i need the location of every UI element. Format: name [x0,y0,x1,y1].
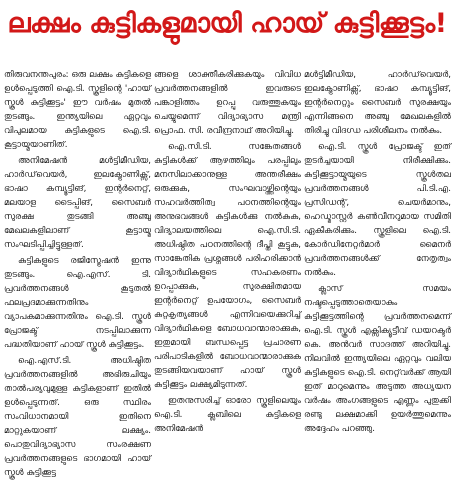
column-2-paragraph-3: ഇതനുസരിച്ച് ഓരോ സ്കൂളിലെയും ഐ.ടി. ക്ലബിലെ കുട്ടികളെ അനിമേഷൻ [154,396,301,434]
column-1-paragraph-1: തിരുവനന്തപുരം: ഒരു ലക്ഷം കുട്ടികളെ ഉൾപ്പെടുത്തി ഐ.ടി. സ്കൂളിന്റെ 'ഹായ് സ്കൂൾ കുട്ടിക്കൂട്ടം' ഈ വർഷം മുതൽ തുടങ്ങും. ഇന്ത്യയിലെ ഏറ്റവും വിപുലമായ കുട്ടികളുടെ ഐ.ടി. കൂട്ടായ്മയാണിത്. [4,70,151,150]
column-3-paragraph-1: മൾട്ടിമീഡിയ, ഹാർഡ്‌വെയർ, ഇലക്ട്രോണിക്സ്, ഭാഷാ കമ്പ്യൂട്ടിങ്, ഇന്റർനെറ്റും സൈബർ സുരക്ഷയും എന്നിങ്ങനെ അഞ്ചു മേഖലകളിൽ തിരിച്ചു വിദഗ്ധ പരിശീലനം നൽകും. [304,70,451,136]
article-column-2 [154,68,301,482]
column-3-paragraph-3: ക്ലാസ് സമയം നഷ്ടപ്പെടുത്താതെയാകും കുട്ടിക്കൂട്ടത്തിന്റെ പ്രവർത്തനമെന്ന് ഐ.ടി. സ്കൂൾ എക്സിക്യൂട്ടീവ് ഡയറക്ടർ കെ. അൻവർ സാദത്ത് അറിയിച്ചു. നിലവിൽ ഇന്ത്യയിലെ ഏറ്റവും വലിയ കുട്ടികളുടെ ഐ.ടി. നെറ്റ്‌വർക്ക് ആയി ഇത് മാറുമെന്നും അടുത്ത അധ്യയന വർഷം അംഗങ്ങളുടെ എണ്ണം പുതുക്കി രണ്ടു ലക്ഷമാക്കി ഉയർത്തുമെന്നും അദ്ദേഹം പറഞ്ഞു. [304,284,451,434]
column-1-paragraph-3: കുട്ടികളുടെ രജിസ്ട്രേഷൻ ഇന്നു തുടങ്ങും. ഐ.എസ്. ടി. പ്രവർത്തനങ്ങൾ കൂടുതൽ ഫലപ്രദമാക്കുന്നതിനും വ്യാപകമാക്കുന്നതിനും ഐ.ടി. സ്കൂൾ പ്രോജക്ട് നടപ്പിലാക്കുന്ന പദ്ധതിയാണ് ഹായ് സ്കൂൾ കുട്ടിക്കൂട്ടം. [4,256,151,350]
page-headline: ലക്ഷം കുട്ടികളുമായി ഹായ് കുട്ടിക്കൂട്ടം! [7,8,447,39]
column-2-paragraph-2: ഐ.സി.ടി. സങ്കേതങ്ങൾ കുട്ടികൾക്ക് ആഴത്തിലും പരപ്പിലും മനസിലാക്കാനുള്ള അന്തരീക്ഷം ഒരുക്കുക, സംഘവാഴ്ത്തിന്റെയും സഹവർത്തിത്വ പഠനത്തിന്റെയും അനുഭവങ്ങൾ കുട്ടികൾക്കു നൽകുക, വിദ്യാലയത്തിലെ ഐ.സി.ടി. അധിഷ്ഠിത പഠനത്തിന്റെ ദീപ്തി കൂട്ടുക, സാങ്കേതിക പ്രശ്നങ്ങൾ പരിഹരിക്കാൻ വിദ്യാർഥികളുടെ സഹകരണം ഉറപ്പാക്കുക, സുരക്ഷിതമായ ഇന്റർനെറ്റ് ഉപയോഗം, സൈബർ കുറ്റകൃത്യങ്ങൾ എന്നിവയെക്കുറിച്ച് വിദ്യാർഥികളെ ബോധവാന്മാരാക്കുക, ഇതുമായി ബന്ധപ്പെട്ട പ്രചാരണ പരിപാടികളിൽ ബോധവാന്മാരാക്കുക തുടങ്ങിയവയാണ് ഹായ് സ്കൂൾ കുട്ടിക്കൂട്ടം ലക്ഷ്യമിടുന്നത്. [154,142,301,390]
column-2-paragraph-1: ങ്ങളെ ശാക്തീകരിക്കുകയും വിവിധ പ്രവർത്തനങ്ങളിൽ ഇവരുടെ പങ്കാളിത്തം ഉറപ്പു വരുത്തുകയും ചെയ്യുമെന്ന് വിദ്യാഭ്യാസ മന്ത്രി പ്രൊഫ. സി. രവീന്ദ്രനാഥ് അറിയിച്ചു. [154,70,301,136]
article-column-3 [304,68,451,482]
article-body [4,68,451,478]
column-1-paragraph-4: ഐ.എസ്.ടി. അധിഷ്ഠിത പ്രവർത്തനങ്ങളിൽ അഭിരുചിയും താൽപര്യവുമുള്ള കുട്ടികളാണ് ഇതിൽ ഉൾപ്പെടുന്നത്. ഒരു സ്ഥിരം സംവിധാനമായി ഇതിനെ മാറ്റുകയാണ് ലക്ഷ്യം. പൊതുവിദ്യാഭ്യാസ സംരക്ഷണ പ്രവർത്തനങ്ങളുടെ ഭാഗമായി ഹായ് സ്കൂൾ കുട്ടിക്കൂട്ട [4,356,151,478]
column-1-paragraph-2: അനിമേഷൻ മൾട്ടിമീഡിയ, ഹാർഡ്‌വെയർ, ഇലക്ട്രോണിക്സ്, ഭാഷാ കമ്പ്യൂട്ടിങ്, ഇന്റർനെറ്റ്, മലയാള ടൈപ്പിങ്, സൈബർ സുരക്ഷ തുടങ്ങി അഞ്ചു മേഖലകളിലാണ് കൂട്ടായ്മ സംഘടിപ്പിച്ചിട്ടുള്ളത്. [4,156,151,250]
article-column-1 [4,68,151,482]
column-3-paragraph-2: ഐ.ടി. സ്കൂൾ പ്രോജക്ട് ഇത് തുടർച്ചയായി നിരീക്ഷിക്കും. കുട്ടിക്കൂട്ടായ്മയുടെ സ്കൂൾതല പ്രവർത്തനങ്ങൾ പി.ടി.എ. പ്രസിഡന്റ്, ചെയർമാനും, ഹെഡ്മാസ്റ്റർ കൺവീനറുമായ സമിതി ഏകീകരിക്കും. സ്കൂളിലെ ഐ.ടി. കോർഡിനേറ്റർമാർ മൈനർ പ്രവർത്തനങ്ങൾക്ക് നേതൃത്വം നൽകും. [304,142,451,278]
